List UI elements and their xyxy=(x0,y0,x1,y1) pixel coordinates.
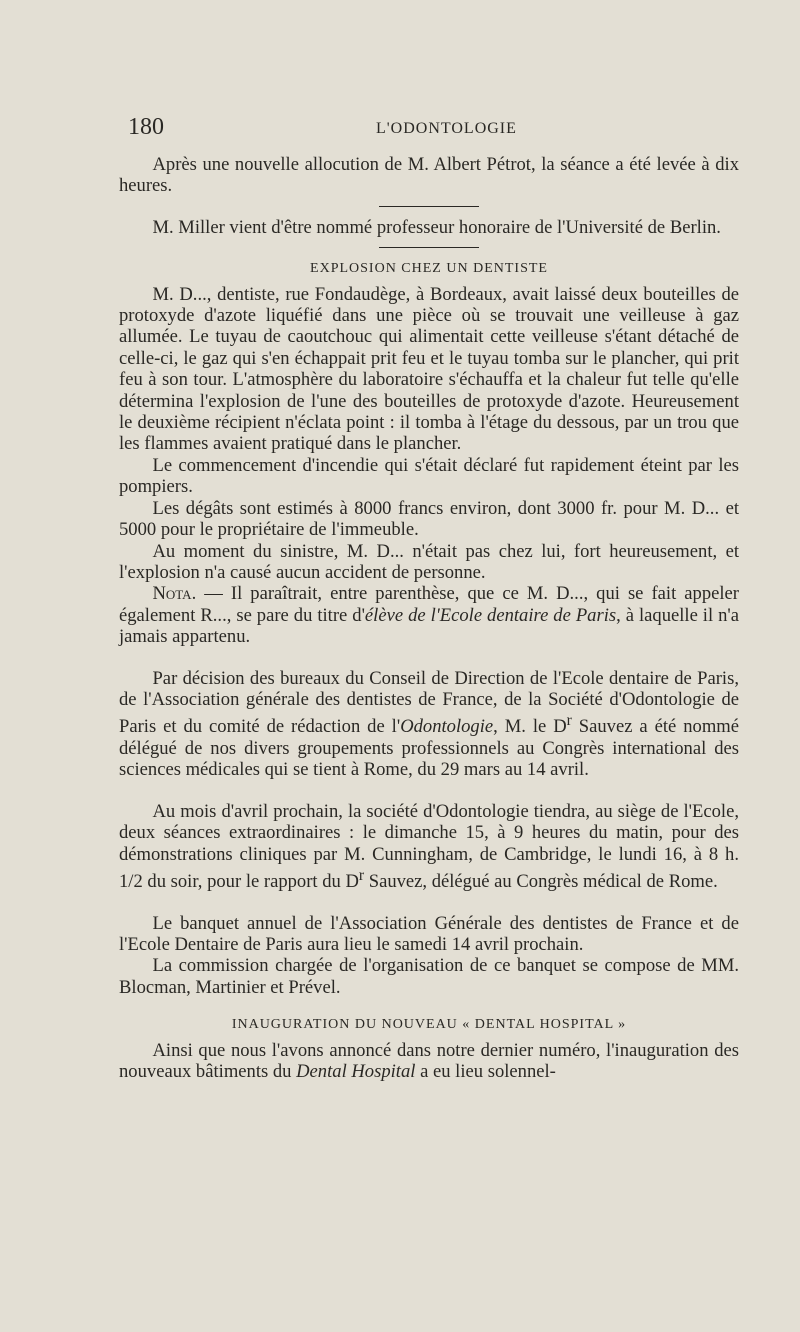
separator-rule xyxy=(379,247,479,248)
running-title: L'ODONTOLOGIE xyxy=(376,120,517,137)
paragraph-banquet: Le banquet annuel de l'Association Générale des dentistes de France et de l'Ecole Dentaire de Paris aura lieu le samedi 14 avril prochain. xyxy=(119,912,739,955)
paragraph-seance: Après une nouvelle allocution de M. Albert Pétrot, la séance a été levée à dix heures. xyxy=(119,154,739,197)
paragraph-sinistre: Au moment du sinistre, M. D... n'était pas chez lui, fort heureusement, et l'explosion n'a causé aucun accident de personne. xyxy=(119,540,739,583)
separator-rule xyxy=(379,206,479,207)
paragraph-explosion: M. D..., dentiste, rue Fondaudège, à Bordeaux, avait laissé deux bouteilles de protoxyde d'azote liquéfié dans une pièce où se trouvait une veilleuse à gaz allumée. Le tuyau de caoutchouc qui alimentait cette veilleuse s'étant détaché de celle-ci, le gaz qui s'en échappait prit feu et le tuyau tomba sur le plancher, qui prit feu à son tour. L'atmosphère du laboratoire s'échauffa et la chaleur fut telle qu'elle détermina l'explosion de l'une des bouteilles de protoxyde d'azote. Heureusement le deuxième récipient n'éclata point : il tomba à l'étage du dessous, par un trou que les flammes avaient pratiqué dans le plancher. xyxy=(119,283,739,455)
paragraph-commission: La commission chargée de l'organisation de ce banquet se compose de MM. Blocman, Martinier et Prével. xyxy=(119,955,739,998)
paragraph-delegue: Par décision des bureaux du Conseil de Direction de l'Ecole dentaire de Paris, de l'Association générale des dentistes de France, de la Société d'Odontologie de Paris et du comité de rédaction de l'Odontologie, M. le $D^r$ Sauvez a été nommé délégué de nos divers groupements professionnels au Congrès international des sciences médicales qui se tient à Rome, du 29 mars au 14 avril. xyxy=(119,667,740,781)
paragraph-nota: Nota. — Il paraîtrait, entre parenthèse, que ce M. D..., qui se fait appeler également R..., se pare du titre d'élève de l'Ecole dentaire de Paris, à laquelle il n'a jamais appartenu. xyxy=(119,583,740,648)
page-header xyxy=(128,114,728,144)
paragraph-inauguration: Ainsi que nous l'avons annoncé dans notre dernier numéro, l'inauguration des nouveaux bâtiments du Dental Hospital a eu lieu solennel- xyxy=(119,1039,739,1082)
page-number: 180 xyxy=(128,114,164,140)
paragraph-miller: M. Miller vient d'être nommé professeur honoraire de l'Université de Berlin. xyxy=(152,216,721,238)
nota-label: Nota. xyxy=(152,583,197,605)
section-heading-explosion: EXPLOSION CHEZ UN DENTISTE xyxy=(310,261,548,277)
body-text xyxy=(119,154,739,1082)
section-heading-dental-hospital: INAUGURATION DU NOUVEAU « DENTAL HOSPITAL » xyxy=(231,1017,627,1033)
paragraph-degats: Les dégâts sont estimés à 8000 francs environ, dont 3000 fr. pour M. D... et 5000 pour le propriétaire de l'immeuble. xyxy=(119,497,739,541)
paragraph-seances-avril: Au mois d'avril prochain, la société d'Odontologie tiendra, au siège de l'Ecole, deux séances extraordinaires : le dimanche 15, à 9 heures du matin, pour des démonstrations cliniques par M. Cunningham, de Cambridge, le lundi 16, à 8 h. 1/2 du soir, pour le rapport du $D^r$ Sauvez, délégué au Congrès médical de Rome. xyxy=(119,800,739,893)
paragraph-incendie: Le commencement d'incendie qui s'était déclaré fut rapidement éteint par les pompiers. xyxy=(119,454,739,498)
